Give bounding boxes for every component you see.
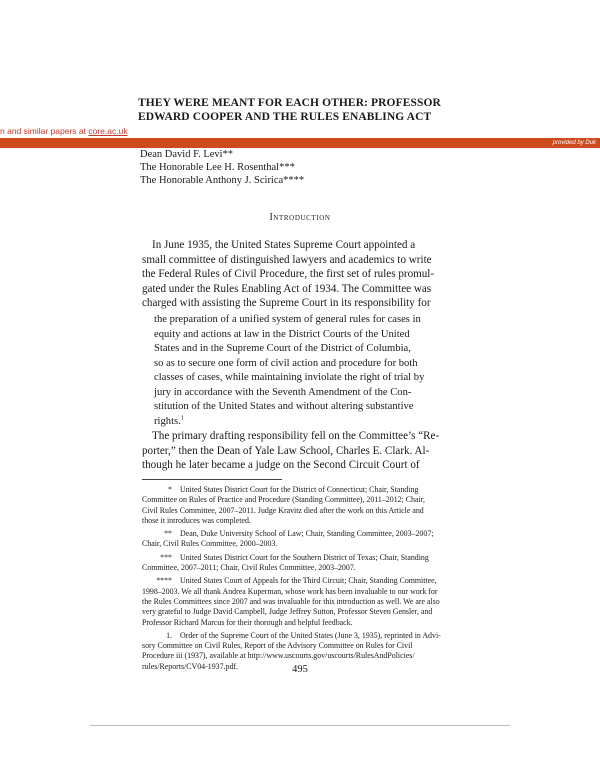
block-quote [154, 313, 449, 429]
title-line: THEY WERE MEANT FOR EACH OTHER: PROFESSOR [138, 97, 441, 109]
footnote-divider [142, 479, 282, 480]
footnote [142, 553, 460, 574]
text-line: the Federal Rules of Civil Procedure, the first set of rules promul- [142, 268, 435, 280]
author-name: Dean David F. Levi** [140, 149, 234, 160]
author-name: The Honorable Lee H. Rosenthal*** [140, 162, 295, 173]
footnote [142, 485, 460, 526]
footnote-line: Civil Rules Committee, 2007–2011. Judge Kravitz died after the work on this Article and [142, 505, 424, 515]
core-banner [0, 126, 600, 138]
footnote-ref[interactable]: 1 [180, 413, 185, 421]
quote-line: jury in accordance with the Seventh Amendment of the Con- [154, 386, 412, 398]
footnote-line: Order of the Supreme Court of the United States (June 3, 1935), reprinted in Advi- [180, 630, 441, 640]
paragraph-1 [142, 238, 460, 311]
paragraph-2 [142, 429, 460, 473]
quote-line: classes of cases, while maintaining inviolate the right of trial by [154, 372, 425, 383]
provider-band [0, 138, 600, 148]
text-line: small committee of distinguished lawyers and academics to write [142, 253, 432, 266]
article-title [138, 96, 498, 124]
quote-line: stitution of the United States and without altering substantive [154, 401, 414, 412]
footnote-line: Committee, 2007–2011; Chair, Civil Rules Committee, 2003–2007. [142, 563, 356, 573]
footnote-line: Chair, Civil Rules Committee, 2000–2003. [142, 539, 278, 549]
provided-by-text[interactable]: provided by Duk [552, 140, 596, 146]
text-line: though he later became a judge on the Second Circuit Court of [142, 459, 420, 471]
text-line: charged with assisting the Supreme Court in its responsibility for [142, 297, 431, 309]
footnote-line: United States Court of Appeals for the Third Circuit; Chair, Standing Committee, [180, 576, 437, 586]
footnote-line: sory Committee on Civil Rules, Report of the Advisory Committee on Rules for Civil [142, 641, 413, 651]
footnote-line: the Rules Committees since 2007 and was invaluable for this introduction as well. We are also [142, 596, 440, 606]
title-line: EDWARD COOPER AND THE RULES ENABLING ACT [138, 111, 432, 123]
page-number: 495 [292, 664, 308, 675]
page-bottom-rule [90, 725, 510, 726]
footnote-mark: ** [164, 529, 172, 539]
core-banner-text: n and similar papers at [0, 126, 89, 136]
footnote-line: Committee on Rules of Practice and Procedure (Standing Committee), 2011–2012; Chair, [142, 495, 425, 505]
text-line: The primary drafting responsibility fell on the Committee’s “Re- [152, 430, 440, 442]
footnote-mark: 1. [166, 630, 172, 640]
author-name: The Honorable Anthony J. Scirica**** [140, 175, 305, 186]
footnote-line: Procedure iii (1937), available at http://www.uscourts.gov/uscourts/RulesAndPolicies/ [142, 651, 415, 661]
footnote [142, 529, 460, 550]
footnote [142, 576, 460, 627]
quote-line: equity and actions at law in the District Courts of the United [154, 328, 410, 340]
footnotes [142, 485, 460, 675]
text-line: gated under the Rules Enabling Act of 1934. The Committee was [142, 282, 432, 295]
quote-line: the preparation of a unified system of general rules for cases in [154, 314, 421, 325]
footnote-mark: *** [160, 552, 172, 562]
quote-line: States and in the Supreme Court of the District of Columbia, [154, 343, 411, 354]
footnote-line: Dean, Duke University School of Law; Chair, Standing Committee, 2003–2007; [180, 529, 434, 539]
quote-line [154, 415, 449, 430]
text-line: In June 1935, the United States Supreme Court appointed a [152, 239, 416, 251]
quote-last-text: rights. [154, 415, 181, 427]
footnote-mark: * [168, 485, 172, 494]
footnote-line: United States District Court for the District of Connecticut; Chair, Standing [180, 485, 419, 494]
section-heading: Introduction [269, 212, 331, 223]
footnote-line: rules/Reports/CV04-1937.pdf. [142, 661, 238, 671]
footnote-line: very grateful to Judge David Campbell, Judge Jeffrey Sutton, Professor Steven Gensler, and [142, 607, 433, 617]
footnote-line: 1998–2003. We all thank Andrea Kuperman, whose work has been invaluable to our work for [142, 586, 438, 596]
core-link[interactable]: core.ac.uk [88, 126, 128, 136]
footnote-line: United States District Court for the Southern District of Texas; Chair, Standing [180, 552, 429, 562]
footnote-mark: **** [156, 576, 172, 586]
footnote-line: those it introduces was completed. [142, 515, 251, 525]
quote-line: so as to secure one form of civil action and procedure for both [154, 357, 418, 369]
text-line: porter,” then the Dean of Yale Law School, Charles E. Clark. Al- [142, 444, 430, 457]
author-list [140, 148, 304, 187]
footnote-line: Professor Richard Marcus for their thorough and helpful feedback. [142, 617, 353, 627]
